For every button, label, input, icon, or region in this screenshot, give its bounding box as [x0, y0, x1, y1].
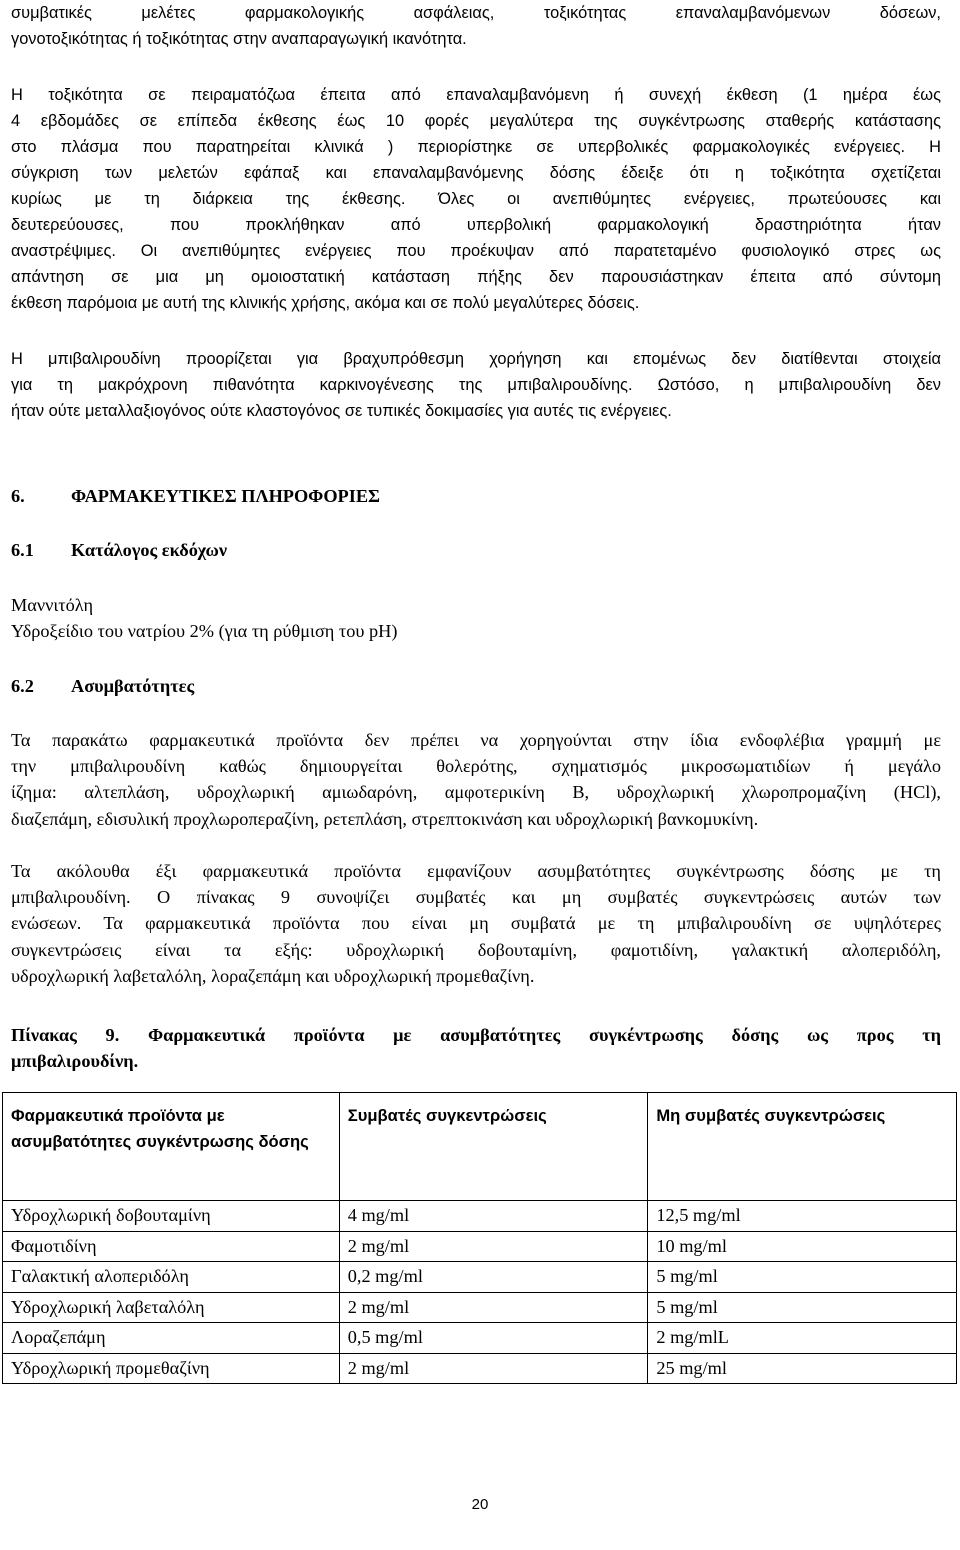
product-cell: Υδροχλωρική λαβεταλόλη: [3, 1292, 340, 1323]
section-title: Ασυμβατότητες: [71, 676, 195, 696]
section-6-heading: [11, 484, 380, 508]
table-row: [3, 1323, 957, 1354]
table-row: [3, 1231, 957, 1262]
incompatible-cell: 5 mg/ml: [648, 1292, 957, 1323]
text-line: μπιβαλιρουδίνη. Ο πίνακας 9 συνοψίζει συμβατές και μη συμβατές συγκεντρώσεις αυτών των: [11, 887, 941, 908]
table-caption: [11, 1022, 941, 1074]
text-line: αναστρέψιμες. Οι ανεπιθύμητες ενέργειες που προέκυψαν από παρατεταμένο φυσιολογικό στρες ως: [11, 242, 941, 260]
incompatibility-table: [2, 1092, 957, 1384]
table-row: [3, 1353, 957, 1384]
text-line: 4 εβδομάδες σε επίπεδα έκθεσης έως 10 φορές μεγαλύτερα της συγκέντρωσης σταθερής κατάστασης: [11, 112, 941, 130]
text-line: σύγκριση των μελετών εφάπαξ και επαναλαμβανόμενης δόσης έδειξε ότι η τοξικότητα σχετίζεται: [11, 164, 941, 182]
text-line: Η μπιβαλιρουδίνη προορίζεται για βραχυπρόθεσμη χορήγηση και επομένως δεν διατίθενται στοιχεία: [11, 350, 941, 368]
carcinogenicity-paragraph: [11, 346, 941, 424]
section-number: 6.1: [11, 540, 34, 560]
incompatible-cell: 12,5 mg/ml: [648, 1201, 957, 1232]
excipient-item: Μαννιτόλη: [11, 595, 94, 615]
text-line: μπιβαλιρουδίνη.: [11, 1051, 139, 1072]
incompatible-cell: 2 mg/mlL: [648, 1323, 957, 1354]
product-cell: Υδροχλωρική δοβουταμίνη: [3, 1201, 340, 1232]
section-title: ΦΑΡΜΑΚΕΥΤΙΚΕΣ ΠΛΗΡΟΦΟΡΙΕΣ: [71, 486, 380, 506]
incompatible-cell: 5 mg/ml: [648, 1262, 957, 1293]
text-line: την μπιβαλιρουδίνη καθώς δημιουργείται θολερότης, σχηματισμός μικροσωματιδίων ή μεγάλο: [11, 756, 941, 777]
compatible-cell: 2 mg/ml: [339, 1353, 648, 1384]
incompatibilities-paragraph-1: [11, 727, 941, 832]
text-line: στο πλάσμα που παρατηρείται κλινικά ) περιορίστηκε σε υπερβολικές φαρμακολογικές ενέργειες. Η: [11, 138, 941, 156]
table-row: [3, 1201, 957, 1232]
text-line: για τη μακρόχρονη πιθανότητα καρκινογένεσης της μπιβαλιρουδίνης. Ωστόσο, η μπιβαλιρουδίνη δεν: [11, 376, 941, 394]
compatible-cell: 2 mg/ml: [339, 1292, 648, 1323]
compatible-cell: 2 mg/ml: [339, 1231, 648, 1262]
page-number: 20: [471, 1496, 489, 1513]
table-row: [3, 1292, 957, 1323]
section-6-2-heading: [11, 674, 194, 698]
excipients-list: [11, 592, 941, 644]
text-line: συμβατικές μελέτες φαρμακολογικής ασφάλειας, τοξικότητας επαναλαμβανόμενων δόσεων,: [11, 4, 941, 22]
product-cell: Λοραζεπάμη: [3, 1323, 340, 1354]
section-6-1-heading: [11, 538, 227, 562]
text-line: Τα ακόλουθα έξι φαρμακευτικά προϊόντα εμφανίζουν ασυμβατότητες συγκέντρωσης δόσης με τη: [11, 861, 941, 881]
text-line: Τα παρακάτω φαρμακευτικά προϊόντα δεν πρέπει να χορηγούνται στην ίδια ενδοφλέβια γραμμή με: [11, 730, 941, 750]
compatible-cell: 0,5 mg/ml: [339, 1323, 648, 1354]
text-line: Η τοξικότητα σε πειραματόζωα έπειτα από επαναλαμβανόμενη ή συνεχή έκθεση (1 ημέρα έως: [11, 86, 941, 104]
product-cell: Γαλακτική αλοπεριδόλη: [3, 1262, 340, 1293]
toxicity-paragraph: [11, 82, 941, 316]
text-line: δευτερεύουσες, που προκλήθηκαν από υπερβολική φαρμακολογική δραστηριότητα ήταν: [11, 216, 941, 234]
text-line: ήταν ούτε μεταλλαξιογόνος ούτε κλαστογόνος σε τυπικές δοκιμασίες για αυτές τις ενέργειες.: [11, 402, 672, 420]
section-number: 6.: [11, 486, 25, 506]
text-line: ίζημα: αλτεπλάση, υδροχλωρική αμιωδαρόνη, αμφοτερικίνη Β, υδροχλωρική χλωροπρομαζίνη (HCl),: [11, 782, 941, 803]
header-cell-compatible: Συμβατές συγκεντρώσεις: [339, 1093, 648, 1201]
text-line: διαζεπάμη, εδισυλική προχλωροπεραζίνη, ρετεπλάση, στρεπτοκινάση και υδροχλωρική βανκομυκίνη.: [11, 808, 759, 829]
incompatibilities-paragraph-2: [11, 858, 941, 989]
header-cell-incompatible: Μη συμβατές συγκεντρώσεις: [648, 1093, 957, 1201]
text-line: συγκεντρώσεις είναι τα εξής: υδροχλωρική δοβουταμίνη, φαμοτιδίνη, γαλακτική αλοπεριδόλη,: [11, 939, 941, 960]
header-cell-product: Φαρμακευτικά προϊόντα με ασυμβατότητες συγκέντρωσης δόσης: [3, 1093, 340, 1201]
table-row: [3, 1262, 957, 1293]
text-line: ενώσεων. Τα φαρμακευτικά προϊόντα που είναι μη συμβατά με τη μπιβαλιρουδίνη σε υψηλότερες: [11, 913, 941, 934]
incompatible-cell: 25 mg/ml: [648, 1353, 957, 1384]
product-cell: Φαμοτιδίνη: [3, 1231, 340, 1262]
compatible-cell: 0,2 mg/ml: [339, 1262, 648, 1293]
text-line: υδροχλωρική λαβεταλόλη, λοραζεπάμη και υδροχλωρική προμεθαζίνη.: [11, 965, 535, 986]
compatible-cell: 4 mg/ml: [339, 1201, 648, 1232]
table-header-row: [3, 1093, 957, 1201]
text-line: γονοτοξικότητας ή τοξικότητας στην αναπαραγωγική ικανότητα.: [11, 30, 467, 48]
intro-paragraph: [11, 0, 941, 52]
section-number: 6.2: [11, 676, 34, 696]
section-title: Κατάλογος εκδόχων: [71, 540, 228, 560]
text-line: Πίνακας 9. Φαρμακευτικά προϊόντα με ασυμβατότητες συγκέντρωσης δόσης ως προς τη: [11, 1025, 941, 1045]
incompatible-cell: 10 mg/ml: [648, 1231, 957, 1262]
excipient-item: Υδροξείδιο του νατρίου 2% (για τη ρύθμιση του pH): [11, 621, 398, 642]
text-line: κυρίως με τη διάρκεια της έκθεσης. Όλες οι ανεπιθύμητες ενέργειες, πρωτεύουσες και: [11, 190, 941, 208]
text-line: απάντηση σε μια μη ομοιοστατική κατάσταση πήξης δεν παρουσιάστηκαν έπειτα από σύντομη: [11, 268, 941, 286]
text-line: έκθεση παρόμοια με αυτή της κλινικής χρήσης, ακόμα και σε πολύ μεγαλύτερες δόσεις.: [11, 294, 640, 312]
product-cell: Υδροχλωρική προμεθαζίνη: [3, 1353, 340, 1384]
